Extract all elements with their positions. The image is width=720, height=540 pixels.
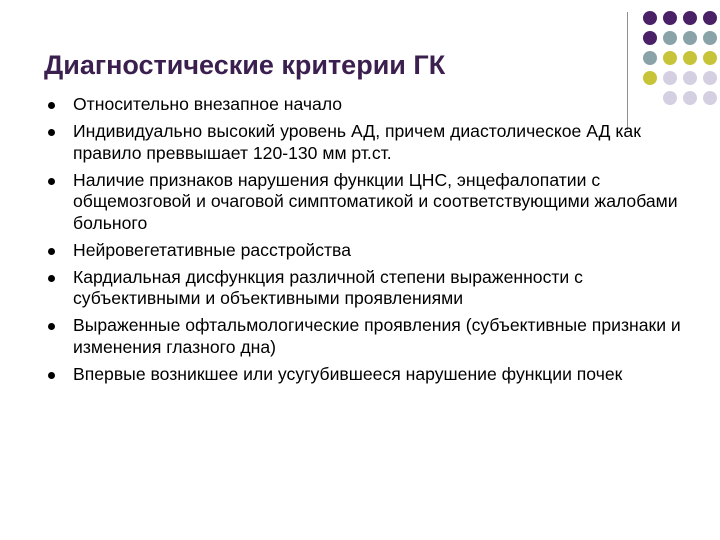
decorative-dot bbox=[643, 31, 657, 45]
decorative-dot bbox=[643, 11, 657, 25]
decorative-dot bbox=[703, 31, 717, 45]
decorative-dot bbox=[643, 71, 657, 85]
decorative-dot bbox=[663, 11, 677, 25]
decorative-dot bbox=[663, 71, 677, 85]
decorative-dot bbox=[683, 11, 697, 25]
list-item bbox=[46, 364, 686, 386]
decorative-dot bbox=[703, 91, 717, 105]
bullet-icon bbox=[48, 102, 55, 109]
decorative-dot bbox=[663, 51, 677, 65]
list-item bbox=[46, 121, 686, 164]
list-item-text: Наличие признаков нарушения функции ЦНС, энцефалопатии с общемозговой и очаговой симптоматикой и соответствующими жалобами больного bbox=[73, 169, 678, 233]
list-item bbox=[46, 267, 686, 310]
decorative-dot bbox=[683, 31, 697, 45]
list-item-text: Впервые возникшее или усугубившееся нарушение функции почек bbox=[73, 363, 623, 384]
list-item-text: Нейровегетативные расстройства bbox=[73, 239, 351, 260]
bullet-icon bbox=[48, 178, 55, 185]
list-item bbox=[46, 315, 686, 358]
decorative-dot bbox=[683, 51, 697, 65]
bullet-icon bbox=[48, 129, 55, 136]
list-item bbox=[46, 94, 686, 116]
criteria-list bbox=[46, 94, 686, 391]
list-item-text: Индивидуально высокий уровень АД, причем диастолическое АД как правило преввышает 120-130 мм рт.ст. bbox=[73, 121, 641, 163]
bullet-icon bbox=[48, 372, 55, 379]
list-item bbox=[46, 240, 686, 262]
list-item bbox=[46, 170, 686, 235]
list-item-text: Относительно внезапное начало bbox=[73, 94, 343, 114]
decorative-dot bbox=[703, 51, 717, 65]
decorative-dot bbox=[703, 71, 717, 85]
decorative-dot bbox=[663, 31, 677, 45]
list-item-text: Выраженные офтальмологические проявления (субъективные признаки и изменения глазного дна) bbox=[73, 315, 681, 357]
bullet-icon bbox=[48, 323, 55, 330]
list-item-text: Кардиальная дисфункция различной степени выраженности с субъективными и объективными проявлениями bbox=[73, 266, 583, 308]
decorative-dot bbox=[703, 11, 717, 25]
bullet-icon bbox=[48, 248, 55, 255]
bullet-icon bbox=[48, 275, 55, 282]
slide-title: Диагностические критерии ГК bbox=[44, 50, 446, 80]
decorative-dot bbox=[683, 71, 697, 85]
decorative-dot bbox=[643, 51, 657, 65]
